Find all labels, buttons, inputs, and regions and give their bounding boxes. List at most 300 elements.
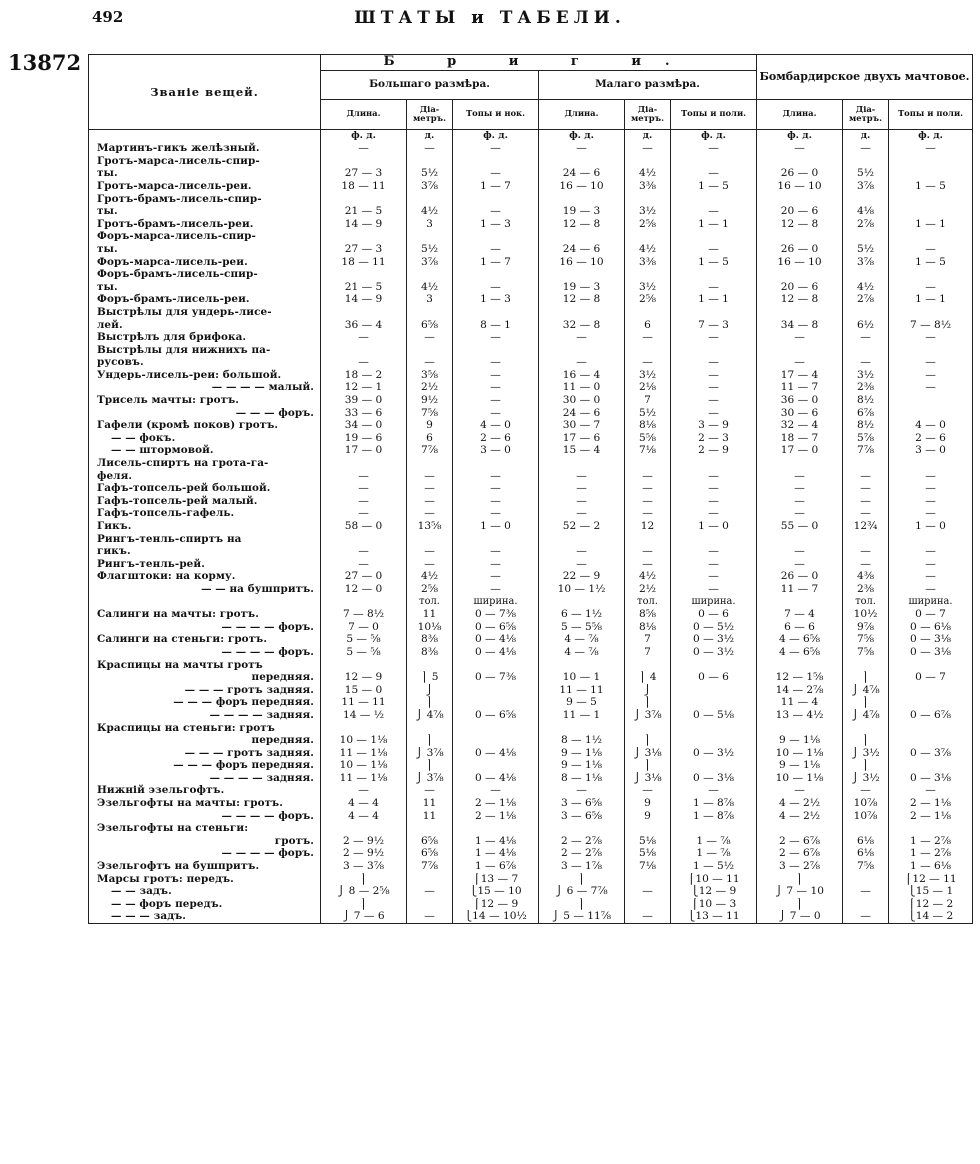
value-cell: — (625, 910, 671, 923)
value-cell: 4 — 0 (453, 419, 539, 432)
item-name: передняя. (89, 734, 321, 747)
value-cell: 39 — 0 (321, 394, 407, 407)
value-cell: — (453, 583, 539, 596)
value-cell: 10 — 1 (539, 671, 625, 684)
item-name: Гафъ-топсель-рей большой. (89, 482, 321, 495)
table-row (89, 142, 973, 155)
value-cell: 7 — 0 (321, 621, 407, 634)
value-cell: 4½ (625, 243, 671, 256)
table-row (89, 268, 973, 281)
value-cell (889, 722, 973, 735)
value-cell: 15 — 0 (321, 684, 407, 697)
value-cell (671, 155, 757, 168)
value-cell: 6 (407, 432, 453, 445)
value-cell: — (453, 470, 539, 483)
value-cell: 0 — 6 (671, 608, 757, 621)
value-cell: 7 — 3 (671, 319, 757, 332)
value-cell: 5½ (843, 167, 889, 180)
value-cell: — (843, 331, 889, 344)
item-name: Гротъ-брамъ-лисель-спир- (89, 193, 321, 206)
value-cell: 1 — 4⅛ (453, 847, 539, 860)
value-cell: 2 — 6⅞ (757, 835, 843, 848)
value-cell (407, 722, 453, 735)
value-cell: 4 — 0 (889, 419, 973, 432)
value-cell: 8⅜ (407, 633, 453, 646)
value-cell (453, 193, 539, 206)
value-cell: — (453, 570, 539, 583)
value-cell (321, 230, 407, 243)
table-row (89, 860, 973, 873)
value-cell: ⎫ (757, 873, 843, 886)
value-cell: — (671, 784, 757, 797)
value-cell: — (889, 784, 973, 797)
value-cell: 7⅞ (843, 444, 889, 457)
value-cell: 1 — 8⅞ (671, 797, 757, 810)
value-cell (539, 457, 625, 470)
item-name: — — — форъ передняя. (89, 759, 321, 772)
value-cell (889, 759, 973, 772)
value-cell: ⎩14 — 2 (889, 910, 973, 923)
value-cell: 3 — 0 (889, 444, 973, 457)
value-cell: ⎭ 4⅞ (407, 709, 453, 722)
value-cell: — (539, 558, 625, 571)
value-cell: — (625, 507, 671, 520)
value-cell: 24 — 6 (539, 167, 625, 180)
value-cell: — (625, 331, 671, 344)
value-cell (453, 344, 539, 357)
value-cell: ⎫ (843, 734, 889, 747)
value-cell: — (671, 331, 757, 344)
value-cell (407, 344, 453, 357)
value-cell: ⎧12 — 9 (453, 898, 539, 911)
value-cell: 3 — 3⅞ (321, 860, 407, 873)
value-cell: 11 (407, 797, 453, 810)
item-name: Рингъ-тенль-рей. (89, 558, 321, 571)
value-cell: — (889, 356, 973, 369)
value-cell: — (453, 331, 539, 344)
value-cell: 5½ (407, 167, 453, 180)
value-cell: — (671, 356, 757, 369)
value-cell (843, 659, 889, 672)
value-cell: 11 — 1⅛ (321, 747, 407, 760)
article-number: 13872 (8, 50, 82, 75)
value-cell: ⎭ 7 — 0 (757, 910, 843, 923)
value-cell: 8 — 1½ (539, 734, 625, 747)
value-cell: — (671, 205, 757, 218)
value-cell: 10 — 1⅛ (757, 772, 843, 785)
value-cell: — (671, 507, 757, 520)
equipment-table (88, 54, 973, 924)
item-name: — — на бушпритъ. (89, 583, 321, 596)
brig-group-header: Б р и г и. (321, 55, 757, 71)
value-cell: 27 — 3 (321, 243, 407, 256)
value-cell: 7⅝ (843, 860, 889, 873)
value-cell: — (453, 507, 539, 520)
value-cell: 0 — 6⅞ (889, 709, 973, 722)
value-cell: 16 — 10 (757, 180, 843, 193)
value-cell: 18 — 2 (321, 369, 407, 382)
value-cell: — (625, 356, 671, 369)
table-row (89, 596, 973, 609)
value-cell: ⎩12 — 9 (671, 885, 757, 898)
value-cell: 52 — 2 (539, 520, 625, 533)
unit-cell: ф. д. (321, 129, 407, 142)
value-cell: 26 — 0 (757, 167, 843, 180)
value-cell: 5⅛ (625, 835, 671, 848)
table-row (89, 281, 973, 294)
item-name: — — штормовой. (89, 444, 321, 457)
value-cell: — (757, 470, 843, 483)
value-cell: — (889, 507, 973, 520)
value-cell (539, 193, 625, 206)
table-row (89, 407, 973, 420)
value-cell: 2 — 9½ (321, 835, 407, 848)
value-cell: 4½ (407, 570, 453, 583)
value-cell: — (407, 331, 453, 344)
value-cell (843, 306, 889, 319)
value-cell: 0 — 7⅜ (453, 671, 539, 684)
value-cell: ⎭ 7 — 10 (757, 885, 843, 898)
value-cell: 3½ (625, 205, 671, 218)
value-cell (757, 344, 843, 357)
value-cell: ⎩14 — 10½ (453, 910, 539, 923)
item-name: Форъ-брамъ-лисель-реи. (89, 293, 321, 306)
value-cell: 1 — 5 (671, 180, 757, 193)
value-cell (539, 306, 625, 319)
value-cell (321, 344, 407, 357)
value-cell: 0 — 4⅛ (453, 772, 539, 785)
value-cell (889, 193, 973, 206)
value-cell: ⎫ (539, 873, 625, 886)
value-cell (539, 533, 625, 546)
value-cell: — (453, 381, 539, 394)
item-name: Гротъ-марса-лисель-реи. (89, 180, 321, 193)
value-cell: 1 — 5 (889, 180, 973, 193)
value-cell (843, 155, 889, 168)
value-cell: 12 — 8 (539, 293, 625, 306)
value-cell: 16 — 10 (539, 180, 625, 193)
item-name: — — — задъ. (89, 910, 321, 923)
value-cell: 3 — 6⅝ (539, 797, 625, 810)
value-cell: 15 — 4 (539, 444, 625, 457)
value-cell: — (889, 369, 973, 382)
value-cell: 1 — 3 (453, 293, 539, 306)
value-cell: — (889, 558, 973, 571)
value-cell (539, 155, 625, 168)
value-cell: 0 — 6⅛ (889, 621, 973, 634)
value-cell (843, 268, 889, 281)
value-cell: 10⅞ (843, 810, 889, 823)
item-name: русовъ. (89, 356, 321, 369)
table-row (89, 293, 973, 306)
unit-cell: д. (407, 129, 453, 142)
item-name: Краспицы на стеньги: гротъ (89, 722, 321, 735)
value-cell: 9 — 1⅛ (757, 734, 843, 747)
value-cell: 2 — 6⅞ (757, 847, 843, 860)
value-cell: — (539, 331, 625, 344)
col-title-header: Званіе вещей. (89, 55, 321, 130)
value-cell: — (321, 482, 407, 495)
value-cell: 6⅛ (843, 835, 889, 848)
units-row (89, 129, 973, 142)
value-cell: 11 — 0 (539, 381, 625, 394)
value-cell (889, 734, 973, 747)
value-cell: — (889, 331, 973, 344)
value-cell: — (671, 281, 757, 294)
value-cell (539, 344, 625, 357)
value-cell: — (321, 558, 407, 571)
value-cell: 17 — 6 (539, 432, 625, 445)
value-cell: 4½ (625, 570, 671, 583)
value-cell: 30 — 6 (757, 407, 843, 420)
value-cell: — (625, 482, 671, 495)
value-cell (453, 722, 539, 735)
table-row (89, 797, 973, 810)
value-cell: 5 — ⅝ (321, 646, 407, 659)
unit-cell: ф. д. (453, 129, 539, 142)
value-cell: 10⅛ (407, 621, 453, 634)
value-cell: 13⅝ (407, 520, 453, 533)
value-cell: 5⅛ (625, 847, 671, 860)
item-name: Форъ-марса-лисель-реи. (89, 256, 321, 269)
table-row (89, 243, 973, 256)
value-cell: 3⅞ (407, 180, 453, 193)
value-cell (625, 873, 671, 886)
value-cell: 17 — 0 (757, 444, 843, 457)
value-cell: 3 (407, 293, 453, 306)
value-cell: ⎫ (625, 734, 671, 747)
item-name: ты. (89, 167, 321, 180)
value-cell (453, 734, 539, 747)
value-cell: 27 — 0 (321, 570, 407, 583)
value-cell: 4½ (407, 205, 453, 218)
value-cell: 10 — 1⅛ (321, 759, 407, 772)
value-cell: 2 — 9½ (321, 847, 407, 860)
value-cell: 8 — 1 (453, 319, 539, 332)
value-cell: 7 — 8½ (889, 319, 973, 332)
value-cell: 2⅜ (843, 583, 889, 596)
item-name: ты. (89, 243, 321, 256)
value-cell: 32 — 8 (539, 319, 625, 332)
value-cell: ⎭ 7 — 6 (321, 910, 407, 923)
value-cell: 24 — 6 (539, 243, 625, 256)
table-row (89, 885, 973, 898)
value-cell: 17 — 0 (321, 444, 407, 457)
value-cell: 10 — 1⅛ (321, 734, 407, 747)
value-cell (889, 155, 973, 168)
value-cell (671, 684, 757, 697)
value-cell: 2⅝ (625, 293, 671, 306)
value-cell: 20 — 6 (757, 281, 843, 294)
value-cell: 12 — 1⅝ (757, 671, 843, 684)
value-cell: — (625, 885, 671, 898)
value-cell (757, 659, 843, 672)
value-cell (625, 533, 671, 546)
value-cell: — (321, 545, 407, 558)
value-cell: — (671, 142, 757, 155)
value-cell: — (625, 784, 671, 797)
item-name: гикъ. (89, 545, 321, 558)
value-cell: 0 — 3⅛ (889, 772, 973, 785)
value-cell (889, 394, 973, 407)
value-cell: 34 — 0 (321, 419, 407, 432)
item-name: Краспицы на мачты гротъ (89, 659, 321, 672)
item-name: — — — форъ. (89, 407, 321, 420)
table-row (89, 621, 973, 634)
item-name: Салинги на мачты: гротъ. (89, 608, 321, 621)
value-cell: 55 — 0 (757, 520, 843, 533)
value-cell: — (889, 142, 973, 155)
item-name: Нижній эзельгофтъ. (89, 784, 321, 797)
value-cell (757, 722, 843, 735)
item-name: Флагштоки: на корму. (89, 570, 321, 583)
value-cell: — (453, 356, 539, 369)
value-cell: 19 — 6 (321, 432, 407, 445)
value-cell (889, 407, 973, 420)
value-cell: — (407, 885, 453, 898)
value-cell (671, 659, 757, 672)
value-cell: 6 (625, 319, 671, 332)
value-cell (671, 533, 757, 546)
value-cell: — (321, 470, 407, 483)
value-cell: — (843, 142, 889, 155)
value-cell: 32 — 4 (757, 419, 843, 432)
value-cell: 6⅛ (843, 847, 889, 860)
table-row (89, 520, 973, 533)
value-cell (321, 596, 407, 609)
value-cell: — (889, 470, 973, 483)
value-cell: 12 — 8 (539, 218, 625, 231)
value-cell: — (321, 356, 407, 369)
value-cell: — (539, 470, 625, 483)
value-cell (407, 230, 453, 243)
value-cell (321, 268, 407, 281)
table-row (89, 256, 973, 269)
item-name: — — — — форъ. (89, 810, 321, 823)
item-name: Трисель мачты: гротъ. (89, 394, 321, 407)
table-row (89, 772, 973, 785)
value-cell: ⎫ (843, 696, 889, 709)
value-cell (757, 306, 843, 319)
item-name: — — — форъ передняя. (89, 696, 321, 709)
value-cell: — (757, 482, 843, 495)
value-cell: 12 — 8 (757, 293, 843, 306)
value-cell: 1 — 7 (453, 256, 539, 269)
value-cell: 12 — 8 (757, 218, 843, 231)
value-cell: 1 — 1 (889, 218, 973, 231)
value-cell: 6⅞ (843, 407, 889, 420)
value-cell: 1 — ⅞ (671, 847, 757, 860)
value-cell: 1 — ⅞ (671, 835, 757, 848)
running-title: ШТАТЫ и ТАБЕЛИ. (354, 8, 626, 28)
value-cell: — (321, 331, 407, 344)
value-cell: — (757, 331, 843, 344)
value-cell: — (407, 356, 453, 369)
value-cell: 5½ (843, 243, 889, 256)
table-row (89, 608, 973, 621)
value-cell: 3½ (843, 369, 889, 382)
value-cell (321, 533, 407, 546)
value-cell: 12 — 9 (321, 671, 407, 684)
table-row (89, 633, 973, 646)
value-cell: 1 — 8⅞ (671, 810, 757, 823)
value-cell: — (757, 558, 843, 571)
value-cell: 27 — 3 (321, 167, 407, 180)
value-cell: 2 — 1⅛ (889, 797, 973, 810)
value-cell: — (539, 784, 625, 797)
value-cell: — (843, 356, 889, 369)
value-cell: — (671, 470, 757, 483)
value-cell (843, 533, 889, 546)
value-cell: — (407, 784, 453, 797)
value-cell: 16 — 10 (757, 256, 843, 269)
value-cell: 2⅜ (843, 381, 889, 394)
value-cell (453, 696, 539, 709)
item-name: Гикъ. (89, 520, 321, 533)
value-cell: — (453, 495, 539, 508)
table-row (89, 155, 973, 168)
item-name: Мартинъ-гикъ желѣзный. (89, 142, 321, 155)
table-row (89, 734, 973, 747)
value-cell: 4 — 4 (321, 810, 407, 823)
size-large-header: Большаго размѣра. (321, 70, 539, 99)
item-name: Выстрѣлы для ундерь-лисе- (89, 306, 321, 319)
value-cell (539, 230, 625, 243)
value-cell: 4½ (843, 281, 889, 294)
value-cell: ⎭ 3⅞ (407, 747, 453, 760)
value-cell: 0 — 4⅛ (453, 633, 539, 646)
unit-cell: д. (843, 129, 889, 142)
value-cell: — (843, 470, 889, 483)
value-cell: 2½ (407, 381, 453, 394)
value-cell: 0 — 7⅜ (453, 608, 539, 621)
table-row (89, 810, 973, 823)
value-cell: — (671, 369, 757, 382)
value-cell: ⎫ (625, 759, 671, 772)
value-cell (625, 268, 671, 281)
item-name: Форъ-марса-лисель-спир- (89, 230, 321, 243)
value-cell: ⎫ 4 (625, 671, 671, 684)
value-cell (407, 873, 453, 886)
unit-cell: ф. д. (671, 129, 757, 142)
value-cell: 18 — 11 (321, 180, 407, 193)
value-cell: 5⅞ (843, 432, 889, 445)
value-cell: — (539, 507, 625, 520)
item-name (89, 596, 321, 609)
value-cell: 9 — 1⅛ (539, 759, 625, 772)
value-cell: — (671, 381, 757, 394)
value-cell: 3⅞ (843, 180, 889, 193)
value-cell (453, 230, 539, 243)
table-row (89, 570, 973, 583)
value-cell (625, 193, 671, 206)
value-cell: — (889, 570, 973, 583)
value-cell: 1 — 3 (453, 218, 539, 231)
value-cell: 11 — 1⅛ (321, 772, 407, 785)
value-cell: 1 — 0 (671, 520, 757, 533)
item-name: Эзельгофты на стеньги: (89, 822, 321, 835)
table-row (89, 910, 973, 923)
value-cell: ⎫ (843, 671, 889, 684)
value-cell: — (843, 507, 889, 520)
item-name: феля. (89, 470, 321, 483)
value-cell (539, 722, 625, 735)
value-cell (889, 457, 973, 470)
value-cell (625, 306, 671, 319)
table-row (89, 444, 973, 457)
value-cell: 3 (407, 218, 453, 231)
value-cell: 30 — 0 (539, 394, 625, 407)
